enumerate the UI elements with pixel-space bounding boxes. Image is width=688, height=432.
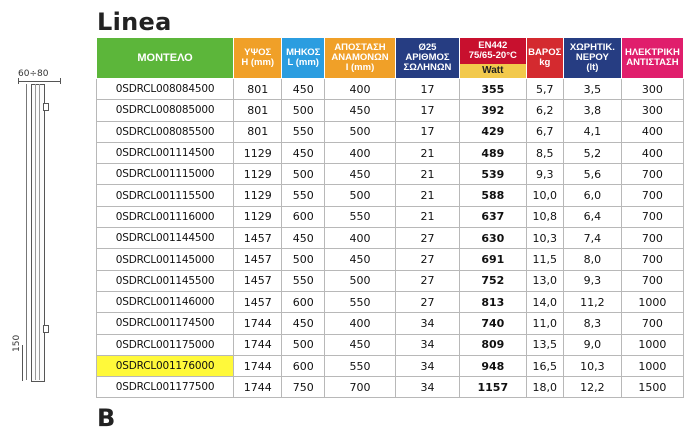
cell-capacity: 8,0 [563, 249, 621, 270]
cell-capacity: 9,0 [563, 334, 621, 355]
cell-weight: 6,2 [526, 100, 563, 121]
header-resistance [621, 38, 683, 79]
cell-distance: 550 [325, 206, 396, 227]
radiator-tube [35, 84, 40, 380]
cell-watt: 740 [460, 313, 526, 334]
cell-distance: 550 [325, 291, 396, 312]
cell-distance: 500 [325, 270, 396, 291]
header-distance [325, 38, 396, 79]
cell-capacity: 4,1 [563, 121, 621, 142]
cell-length: 550 [282, 121, 325, 142]
cell-weight: 14,0 [526, 291, 563, 312]
mount-bracket-icon [43, 325, 49, 333]
cell-model: 0SDRCL001146000 [97, 291, 234, 312]
cell-distance: 400 [325, 79, 396, 100]
cell-weight: 10,0 [526, 185, 563, 206]
cell-distance: 400 [325, 142, 396, 163]
header-weight-line2: kg [539, 57, 551, 68]
table-row [97, 121, 684, 142]
header-capacity [563, 38, 621, 79]
cell-tubes: 34 [395, 377, 459, 398]
cell-length: 550 [282, 270, 325, 291]
cell-watt: 813 [460, 291, 526, 312]
cell-resistance: 300 [621, 100, 683, 121]
cell-capacity: 10,3 [563, 355, 621, 376]
header-length-line1: ΜΗΚΟΣ [286, 47, 321, 58]
cell-model: 0SDRCL008085000 [97, 100, 234, 121]
cell-tubes: 21 [395, 206, 459, 227]
cell-height: 801 [234, 79, 282, 100]
header-capacity-line1: ΧΩΡΗΤΙΚ. [569, 42, 615, 53]
cell-weight: 8,5 [526, 142, 563, 163]
cell-model: 0SDRCL001177500 [97, 377, 234, 398]
header-distance-line2: ΑΝΑΜΟΝΩΝ [331, 52, 389, 63]
cell-watt: 637 [460, 206, 526, 227]
cell-watt: 588 [460, 185, 526, 206]
cell-length: 450 [282, 228, 325, 249]
cell-capacity: 12,2 [563, 377, 621, 398]
cell-resistance: 700 [621, 185, 683, 206]
cell-distance: 400 [325, 228, 396, 249]
table-row [97, 313, 684, 334]
cell-resistance: 400 [621, 142, 683, 163]
cell-resistance: 700 [621, 249, 683, 270]
cell-resistance: 1000 [621, 355, 683, 376]
header-watt-line1: EN442 [478, 40, 508, 51]
cell-capacity: 9,3 [563, 270, 621, 291]
table-row [97, 228, 684, 249]
cell-capacity: 8,3 [563, 313, 621, 334]
cell-model: 0SDRCL001114500 [97, 142, 234, 163]
table-row [97, 355, 684, 376]
cell-tubes: 27 [395, 270, 459, 291]
cell-weight: 6,7 [526, 121, 563, 142]
cell-watt: 809 [460, 334, 526, 355]
cell-model: 0SDRCL008085500 [97, 121, 234, 142]
header-tubes [395, 38, 459, 79]
cell-capacity: 5,6 [563, 164, 621, 185]
cell-distance: 700 [325, 377, 396, 398]
table-row [97, 185, 684, 206]
cell-height: 1744 [234, 313, 282, 334]
cell-watt: 392 [460, 100, 526, 121]
cell-capacity: 6,4 [563, 206, 621, 227]
cell-tubes: 27 [395, 228, 459, 249]
cell-distance: 500 [325, 185, 396, 206]
cell-tubes: 21 [395, 142, 459, 163]
cell-height: 1129 [234, 142, 282, 163]
cell-length: 550 [282, 185, 325, 206]
cell-height: 801 [234, 100, 282, 121]
cell-model: 0SDRCL001145000 [97, 249, 234, 270]
cell-weight: 13,0 [526, 270, 563, 291]
cell-watt: 539 [460, 164, 526, 185]
cell-model: 0SDRCL001116000 [97, 206, 234, 227]
width-dimension-label: 60÷80 [18, 69, 49, 79]
cell-tubes: 17 [395, 121, 459, 142]
header-watt [460, 38, 526, 79]
cell-watt: 948 [460, 355, 526, 376]
spec-table [96, 37, 684, 398]
cell-height: 1744 [234, 355, 282, 376]
cell-height: 1129 [234, 185, 282, 206]
cell-model: 0SDRCL008084500 [97, 79, 234, 100]
cell-watt: 429 [460, 121, 526, 142]
cell-height: 1457 [234, 291, 282, 312]
header-height-line2: H (mm) [241, 57, 275, 68]
cell-model: 0SDRCL001176000 [97, 355, 234, 376]
wall-line [26, 84, 27, 380]
cell-resistance: 700 [621, 270, 683, 291]
table-row [97, 206, 684, 227]
cell-height: 1129 [234, 206, 282, 227]
cell-capacity: 3,8 [563, 100, 621, 121]
cell-length: 450 [282, 79, 325, 100]
cell-weight: 9,3 [526, 164, 563, 185]
cell-length: 450 [282, 313, 325, 334]
cell-tubes: 17 [395, 79, 459, 100]
table-row [97, 249, 684, 270]
header-weight [526, 38, 563, 79]
cell-resistance: 700 [621, 228, 683, 249]
header-watt-line2: 75/65-20°C [468, 50, 517, 61]
cell-height: 1744 [234, 334, 282, 355]
cell-tubes: 21 [395, 164, 459, 185]
cell-distance: 450 [325, 164, 396, 185]
header-capacity-line3: (lt) [586, 62, 599, 73]
cell-capacity: 7,4 [563, 228, 621, 249]
mount-bracket-icon [43, 103, 49, 111]
cell-tubes: 27 [395, 249, 459, 270]
cell-resistance: 400 [621, 121, 683, 142]
cell-model: 0SDRCL001145500 [97, 270, 234, 291]
cell-length: 600 [282, 291, 325, 312]
header-weight-line1: ΒΑΡΟΣ [528, 47, 562, 58]
cell-length: 450 [282, 142, 325, 163]
table-row [97, 142, 684, 163]
cell-model: 0SDRCL001174500 [97, 313, 234, 334]
header-distance-line3: I (mm) [345, 62, 375, 73]
cell-weight: 16,5 [526, 355, 563, 376]
cell-model: 0SDRCL001115500 [97, 185, 234, 206]
cell-length: 600 [282, 355, 325, 376]
cell-length: 500 [282, 164, 325, 185]
table-body [97, 79, 684, 398]
header-tubes-line1: Ø25 [418, 42, 437, 53]
table-row [97, 270, 684, 291]
table-row [97, 164, 684, 185]
cell-weight: 10,3 [526, 228, 563, 249]
cell-height: 1457 [234, 228, 282, 249]
cell-resistance: 700 [621, 206, 683, 227]
cell-resistance: 1000 [621, 334, 683, 355]
header-length-line2: L (mm) [287, 57, 319, 68]
dimension-tick [60, 78, 61, 84]
cell-height: 801 [234, 121, 282, 142]
cell-watt: 630 [460, 228, 526, 249]
cell-tubes: 34 [395, 355, 459, 376]
cell-distance: 450 [325, 249, 396, 270]
cell-weight: 11,0 [526, 313, 563, 334]
header-watt-unit: Watt [460, 64, 525, 78]
table-row [97, 291, 684, 312]
cell-height: 1457 [234, 270, 282, 291]
cell-tubes: 34 [395, 313, 459, 334]
cell-height: 1457 [234, 249, 282, 270]
header-length [282, 38, 325, 79]
cell-model: 0SDRCL001144500 [97, 228, 234, 249]
header-model: ΜΟΝΤΕΛΟ [97, 38, 234, 79]
cell-length: 500 [282, 334, 325, 355]
cell-resistance: 700 [621, 313, 683, 334]
dimension-tick [18, 78, 19, 84]
table-header-row [97, 38, 684, 79]
cell-weight: 11,5 [526, 249, 563, 270]
cell-weight: 10,8 [526, 206, 563, 227]
header-tubes-line3: ΣΩΛΗΝΩΝ [403, 62, 452, 73]
cell-capacity: 5,2 [563, 142, 621, 163]
cell-tubes: 17 [395, 100, 459, 121]
cell-model: 0SDRCL001115000 [97, 164, 234, 185]
cell-length: 600 [282, 206, 325, 227]
cell-length: 750 [282, 377, 325, 398]
header-capacity-line2: ΝΕΡΟΥ [575, 52, 609, 63]
cell-distance: 550 [325, 355, 396, 376]
header-height [234, 38, 282, 79]
cell-distance: 400 [325, 313, 396, 334]
cell-resistance: 1000 [621, 291, 683, 312]
section-title: Linea [97, 8, 172, 36]
next-section-title: Β [97, 404, 116, 432]
table-row [97, 100, 684, 121]
cell-length: 500 [282, 249, 325, 270]
header-tubes-line2: ΑΡΙΘΜΟΣ [405, 52, 450, 63]
cell-height: 1129 [234, 164, 282, 185]
cell-length: 500 [282, 100, 325, 121]
floor-dimension-line [22, 345, 23, 381]
cell-resistance: 700 [621, 164, 683, 185]
cell-height: 1744 [234, 377, 282, 398]
cell-distance: 500 [325, 121, 396, 142]
cell-capacity: 3,5 [563, 79, 621, 100]
cell-tubes: 27 [395, 291, 459, 312]
header-distance-line1: ΑΠΟΣΤΑΣΗ [334, 42, 386, 53]
cell-capacity: 11,2 [563, 291, 621, 312]
header-resistance-line2: ΑΝΤΙΣΤΑΣΗ [626, 57, 679, 68]
cell-watt: 752 [460, 270, 526, 291]
header-watt-top [460, 38, 525, 64]
floor-dimension-label: 150 [12, 334, 22, 352]
cell-weight: 5,7 [526, 79, 563, 100]
cell-watt: 489 [460, 142, 526, 163]
width-dimension-line [18, 81, 60, 82]
cell-model: 0SDRCL001175000 [97, 334, 234, 355]
cell-resistance: 300 [621, 79, 683, 100]
table-row [97, 377, 684, 398]
header-height-line1: ΥΨΟΣ [244, 47, 272, 58]
cell-weight: 18,0 [526, 377, 563, 398]
cell-weight: 13,5 [526, 334, 563, 355]
cell-watt: 691 [460, 249, 526, 270]
table-row [97, 334, 684, 355]
cell-resistance: 1500 [621, 377, 683, 398]
cell-watt: 355 [460, 79, 526, 100]
cell-tubes: 34 [395, 334, 459, 355]
cell-capacity: 6,0 [563, 185, 621, 206]
cell-distance: 450 [325, 334, 396, 355]
cell-tubes: 21 [395, 185, 459, 206]
cell-distance: 450 [325, 100, 396, 121]
cell-watt: 1157 [460, 377, 526, 398]
header-resistance-line1: ΗΛΕΚΤΡΙΚΗ [624, 47, 680, 58]
table-row [97, 79, 684, 100]
